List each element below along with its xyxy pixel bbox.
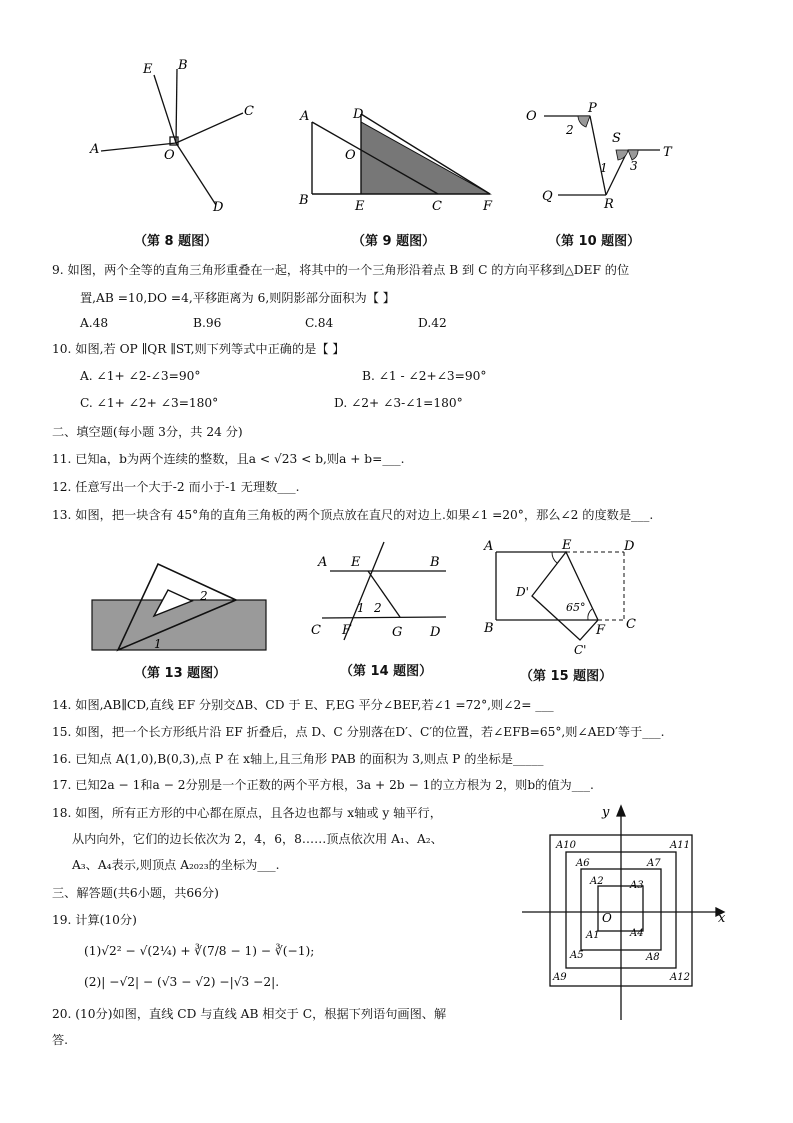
section-3-heading: 三、解答题(共6小题，共66分)	[52, 886, 219, 900]
q16: 16. 已知点 A(1,0),B(0,3),点 P 在 x轴上,且三角形 PAB 的面积为 3,则点 P 的坐标是_____	[52, 752, 544, 766]
fig9-label-b: B	[299, 193, 309, 208]
q10-option-d: D. ∠2+ ∠3-∠1=180°	[334, 396, 463, 410]
figure-13	[88, 556, 278, 656]
q20-line2: 答.	[52, 1033, 69, 1047]
fig14-caption: （第 14 题图）	[340, 664, 433, 679]
fig14-label-d: D	[430, 625, 441, 640]
fig8-caption: （第 8 题图）	[134, 234, 218, 249]
fig18-label-a11: A11	[670, 840, 690, 851]
fig10-caption: （第 10 题图）	[548, 234, 641, 249]
fig14-label-a: A	[318, 555, 328, 570]
fig8-label-c: C	[244, 104, 254, 119]
q18-line1: 18. 如图，所有正方形的中心都在原点，且各边也都与 x轴或 y 轴平行，	[52, 806, 442, 820]
q9-option-a: A.48	[80, 316, 109, 330]
fig18-label-a12: A12	[670, 972, 690, 983]
fig18-label-a7: A7	[647, 858, 661, 869]
q18-line2: 从内向外，它们的边长依次为 2，4，6，8……顶点依次用 A₁、A₂、	[72, 832, 443, 846]
fig10-label-p: P	[588, 101, 597, 116]
q10-line1: 10. 如图,若 OP ∥QR ∥ST,则下列等式中正确的是【 】	[52, 342, 345, 356]
fig15-label-c: C	[626, 617, 636, 632]
fig10-label-1: 1	[600, 161, 608, 175]
fig18-label-a9: A9	[553, 972, 567, 983]
fig15-label-b: B	[484, 621, 494, 636]
q19-title: 19. 计算(10分)	[52, 913, 137, 927]
fig15-caption: （第 15 题图）	[520, 669, 613, 684]
fig13-caption: （第 13 题图）	[134, 666, 227, 681]
fig8-label-b: B	[178, 58, 188, 73]
fig14-label-c: C	[311, 623, 321, 638]
fig10-label-r: R	[604, 197, 614, 212]
fig14-label-f: F	[342, 623, 352, 638]
fig18-label-a2: A2	[590, 876, 604, 887]
figure-10	[520, 98, 685, 213]
fig9-label-f: F	[483, 199, 493, 214]
fig13-label-2: 2	[200, 589, 208, 603]
fig18-label-a10: A10	[556, 840, 576, 851]
fig8-label-a: A	[90, 142, 100, 157]
section-2-heading: 二、填空题(每小题 3分，共 24 分)	[52, 425, 243, 439]
fig15-label-e: E	[562, 538, 572, 553]
fig10-label-s: S	[612, 131, 621, 146]
fig18-label-a6: A6	[576, 858, 590, 869]
fig10-label-2: 2	[566, 123, 574, 137]
fig15-label-a: A	[484, 539, 494, 554]
fig15-label-d: D	[624, 539, 635, 554]
figure-8	[88, 55, 268, 220]
fig9-label-d: D	[353, 107, 364, 122]
q17: 17. 已知2a − 1和a − 2分别是一个正数的两个平方根，3a + 2b − 1的立方根为 2，则b的值为___.	[52, 778, 594, 792]
figure-18	[520, 800, 730, 1025]
q12: 12. 任意写出一个大于-2 而小于-1 无理数___.	[52, 480, 300, 494]
fig18-label-a4: A4	[630, 928, 644, 939]
figure-14	[308, 540, 458, 650]
fig18-label-a5: A5	[570, 950, 584, 961]
fig8-label-d: D	[213, 200, 224, 215]
fig10-label-o: O	[526, 109, 537, 124]
figure-15	[480, 538, 650, 656]
q9-option-c: C.84	[305, 316, 334, 330]
fig15-label-65: 65°	[566, 601, 586, 614]
q11: 11. 已知a，b为两个连续的整数，且a < √23 < b,则a + b=___.	[52, 452, 405, 466]
fig18-label-y: y	[602, 805, 610, 820]
figure-9	[295, 104, 505, 214]
fig9-label-a: A	[300, 109, 310, 124]
fig14-label-b: B	[430, 555, 440, 570]
fig15-label-dprime: D'	[516, 585, 529, 599]
fig15-label-f: F	[596, 623, 606, 638]
fig18-label-o: O	[602, 911, 612, 925]
q9-line1: 9. 如图，两个全等的直角三角形重叠在一起，将其中的一个三角形沿着点 B 到 C 的方向平移到△DEF 的位	[52, 263, 630, 277]
q15: 15. 如图，把一个长方形纸片沿 EF 折叠后，点 D、C 分别落在D′、C′的位置，若∠EFB=65°,则∠AED′等于___.	[52, 725, 665, 739]
fig10-label-t: T	[663, 145, 672, 160]
fig14-label-g: G	[392, 625, 403, 640]
fig8-label-o: O	[164, 148, 175, 163]
fig8-label-e: E	[143, 62, 153, 77]
fig10-label-q: Q	[542, 189, 553, 204]
fig13-label-1: 1	[154, 637, 162, 651]
q19-part2: (2)| −√2| − (√3 − √2) −|√3 −2|.	[84, 975, 280, 989]
q9-line2: 置,AB =10,DO =4,平移距离为 6,则阴影部分面积为【 】	[80, 291, 395, 305]
q10-option-a: A. ∠1+ ∠2-∠3=90°	[80, 369, 201, 383]
q14: 14. 如图,AB∥CD,直线 EF 分别交ΔB、CD 于 E、F,EG 平分∠BEF,若∠1 =72°,则∠2= ___	[52, 698, 554, 712]
fig18-label-a3: A3	[630, 880, 644, 891]
fig14-label-2: 2	[374, 601, 382, 615]
q10-option-b: B. ∠1 - ∠2+∠3=90°	[362, 369, 487, 383]
fig18-label-a1: A1	[586, 930, 600, 941]
q10-option-c: C. ∠1+ ∠2+ ∠3=180°	[80, 396, 219, 410]
fig15-label-cprime: C'	[574, 643, 587, 656]
fig14-label-1: 1	[357, 601, 365, 615]
q19-part1: (1)√2² − √(2¼) + ∛(7/8 − 1) − ∛(−1);	[84, 944, 315, 958]
q9-option-b: B.96	[193, 316, 222, 330]
fig14-label-e: E	[351, 555, 361, 570]
q18-line3: A₃、A₄表示,则顶点 A₂₀₂₃的坐标为___.	[72, 858, 280, 872]
fig9-label-c: C	[432, 199, 442, 214]
fig9-label-o: O	[345, 148, 356, 163]
fig18-label-x: x	[718, 911, 726, 926]
fig18-label-a8: A8	[646, 952, 660, 963]
fig10-label-3: 3	[630, 159, 638, 173]
fig9-label-e: E	[355, 199, 365, 214]
q13: 13. 如图，把一块含有 45°角的直角三角板的两个顶点放在直尺的对边上.如果∠1 =20°，那么∠2 的度数是___.	[52, 508, 654, 522]
fig9-caption: （第 9 题图）	[352, 234, 436, 249]
q20-line1: 20. (10分)如图，直线 CD 与直线 AB 相交于 C，根据下列语句画图、解	[52, 1007, 447, 1021]
q9-option-d: D.42	[418, 316, 447, 330]
